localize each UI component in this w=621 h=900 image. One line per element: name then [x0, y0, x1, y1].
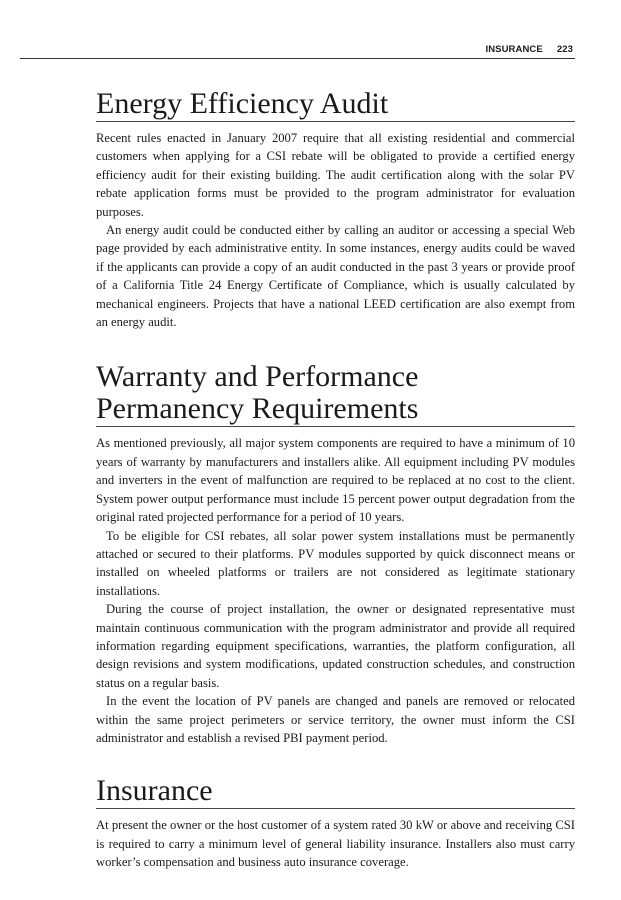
section-warranty-performance — [96, 361, 575, 747]
paragraph: As mentioned previously, all major system components are required to have a minimum of 10 years of warranty by manufacturers and installers alike. All equipment including PV modules and inverters in the event of malfunction are required to be replaced at no cost to the client. System power output performance must include 15 percent power output degradation from the original rated projected performance for a period of 10 years. — [96, 436, 575, 525]
paragraph: Recent rules enacted in January 2007 require that all existing residential and commercial customers when applying for a CSI rebate will be obligated to provide a certified energy efficiency audit for their existing building. The audit certification along with the solar PV rebate application forms must be provided to the program administrator for evaluation purposes. — [96, 131, 575, 219]
running-header — [20, 44, 573, 55]
section-insurance — [96, 775, 575, 871]
header-rule — [20, 58, 575, 59]
heading-line-1: Warranty and Performance — [96, 360, 419, 394]
paragraph: To be eligible for CSI rebates, all solar power system installations must be permanently attached or secured to their platforms. PV modules supported by quick disconnect means or installed on wheeled platforms or trailers are not considered as legitimate stationary installations. — [96, 528, 575, 598]
section-heading: Insurance — [96, 775, 575, 809]
page-number: 223 — [556, 44, 573, 55]
page-body — [96, 88, 575, 872]
paragraph: An energy audit could be conducted either by calling an auditor or accessing a special Web page provided by each administrative entity. In some instances, energy audits could be waved if the applicants can provide a copy of an audit conducted in the past 3 years or provide proof of a California Title 24 Energy Certificate of Compliance, which is usually calculated by mechanical engineers. Projects that have a national LEED certification are also exempt from an energy audit. — [96, 223, 575, 330]
paragraph: In the event the location of PV panels are changed and panels are removed or relocated within the same project perimeters or service territory, the owner must inform the CSI administrator and establish a revised PBI payment period. — [96, 694, 575, 745]
paragraph: During the course of project installation, the owner or designated representative must maintain continuous communication with the program administrator and provide all required information regarding equipment specifications, warranties, the platform configuration, all design revisions and system modifications, updated construction schedules, and construction status on a regular basis. — [96, 602, 575, 690]
heading-line-2: Permanency Requirements — [96, 392, 419, 426]
running-title: INSURANCE — [485, 44, 543, 55]
section-energy-efficiency-audit — [96, 88, 575, 331]
paragraph: At present the owner or the host customer of a system rated 30 kW or above and receiving CSI is required to carry a minimum level of general liability insurance. Installers also must carry worker’s compensation and business auto insurance coverage. — [96, 818, 575, 870]
section-heading: Energy Efficiency Audit — [96, 88, 575, 122]
section-heading — [96, 361, 575, 427]
